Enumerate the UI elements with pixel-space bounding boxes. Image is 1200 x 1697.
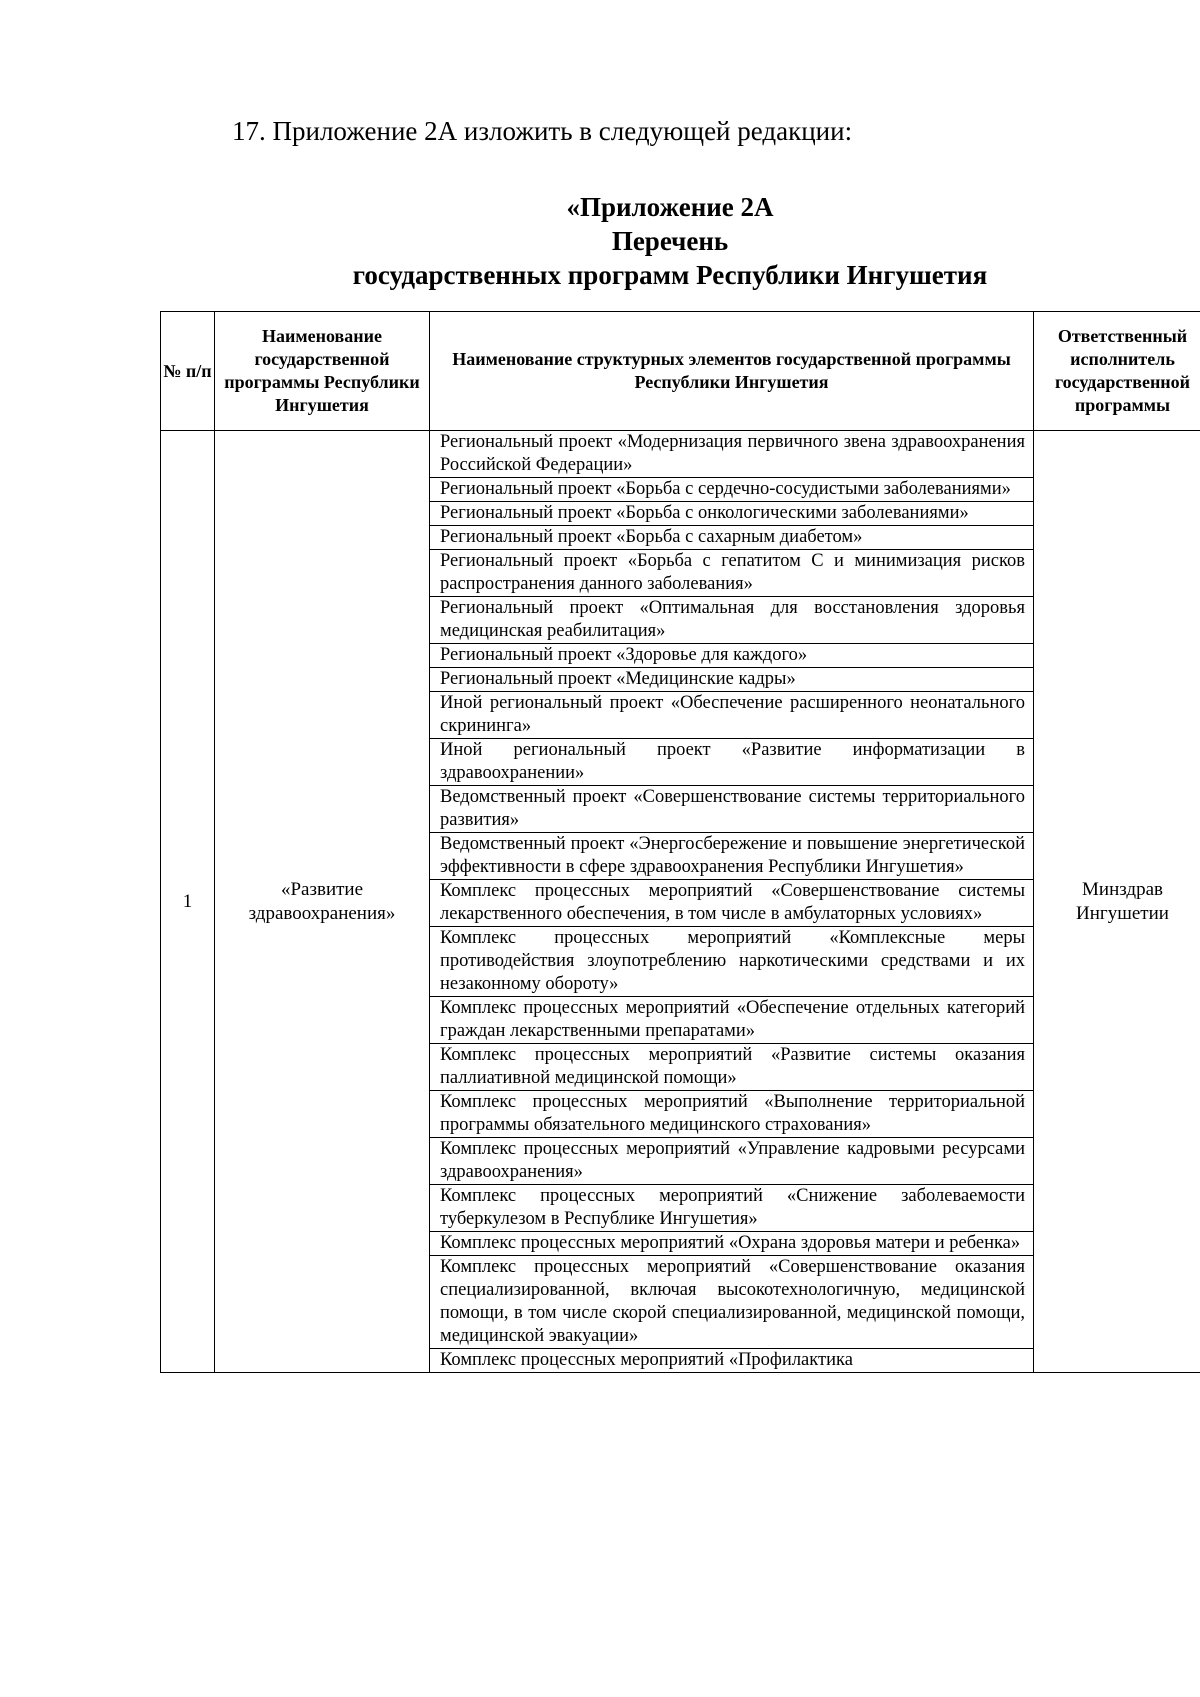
list-item: Региональный проект «Борьба с сахарным диабетом»: [430, 526, 1033, 550]
programs-table: [160, 311, 1200, 1373]
title-appendix: «Приложение 2А: [566, 192, 774, 222]
list-item: Региональный проект «Борьба с гепатитом С и минимизация рисков распространения данного заболевания»: [430, 550, 1033, 597]
row-executor: Минздрав Ингушетии: [1034, 431, 1200, 1373]
list-item: Региональный проект «Медицинские кадры»: [430, 668, 1033, 692]
table-row: [161, 431, 1200, 1373]
list-item: Комплекс процессных мероприятий «Выполнение территориальной программы обязательного медицинского страхования»: [430, 1091, 1033, 1138]
list-item: Комплекс процессных мероприятий «Профилактика: [440, 1350, 853, 1370]
list-item: Ведомственный проект «Энергосбережение и повышение энергетической эффективности в сфере здравоохранения Республики Ингушетия»: [430, 833, 1033, 880]
title-list: Перечень: [611, 226, 729, 256]
intro-text: 17. Приложение 2А изложить в следующей редакции:: [232, 116, 853, 146]
header-elements: Наименование структурных элементов государственной программы Республики Ингушетия: [430, 312, 1034, 431]
list-item: Комплекс процессных мероприятий «Совершенствование оказания специализированной, включая высокотехнологичную, медицинской помощи, в том числе скорой специализированной, медицинской помощи, медицинской эвакуации»: [430, 1256, 1033, 1349]
list-item: Комплекс процессных мероприятий «Совершенствование системы лекарственного обеспечения, в том числе в амбулаторных условиях»: [430, 880, 1033, 927]
list-item: Иной региональный проект «Развитие информатизации в здравоохранении»: [430, 739, 1033, 786]
header-row: [161, 312, 1200, 431]
list-item: Региональный проект «Борьба с онкологическими заболеваниями»: [430, 502, 1033, 526]
list-item: Региональный проект «Борьба с сердечно-сосудистыми заболеваниями»: [430, 478, 1033, 502]
header-executor: Ответственный исполнитель государственной программы: [1034, 312, 1200, 431]
row-num: 1: [161, 431, 215, 1373]
list-item: Региональный проект «Здоровье для каждого»: [430, 644, 1033, 668]
list-item: Комплекс процессных мероприятий «Управление кадровыми ресурсами здравоохранения»: [430, 1138, 1033, 1185]
list-item: Иной региональный проект «Обеспечение расширенного неонатального скрининга»: [430, 692, 1033, 739]
list-item: Комплекс процессных мероприятий «Обеспечение отдельных категорий граждан лекарственными препаратами»: [430, 997, 1033, 1044]
row-program: «Развитие здравоохранения»: [215, 431, 430, 1373]
list-item: Комплекс процессных мероприятий «Охрана здоровья матери и ребенка»: [430, 1232, 1033, 1256]
row-elements: [430, 431, 1034, 1373]
elements-list: [430, 431, 1033, 1372]
list-item: Региональный проект «Оптимальная для восстановления здоровья медицинская реабилитация»: [430, 597, 1033, 644]
list-item: Региональный проект «Модернизация первичного звена здравоохранения Российской Федерации»: [430, 431, 1033, 478]
title-programs: государственных программ Республики Ингушетия: [352, 260, 988, 290]
list-item: Комплекс процессных мероприятий «Снижение заболеваемости туберкулезом в Республике Ингушетия»: [430, 1185, 1033, 1232]
header-num: № п/п: [161, 312, 215, 431]
list-item: Комплекс процессных мероприятий «Комплексные меры противодействия злоупотреблению наркотическими средствами и их незаконному обороту»: [430, 927, 1033, 997]
list-item: Комплекс процессных мероприятий «Развитие системы оказания паллиативной медицинской помощи»: [430, 1044, 1033, 1091]
header-program: Наименование государственной программы Республики Ингушетия: [215, 312, 430, 431]
list-item: Ведомственный проект «Совершенствование системы территориального развития»: [430, 786, 1033, 833]
